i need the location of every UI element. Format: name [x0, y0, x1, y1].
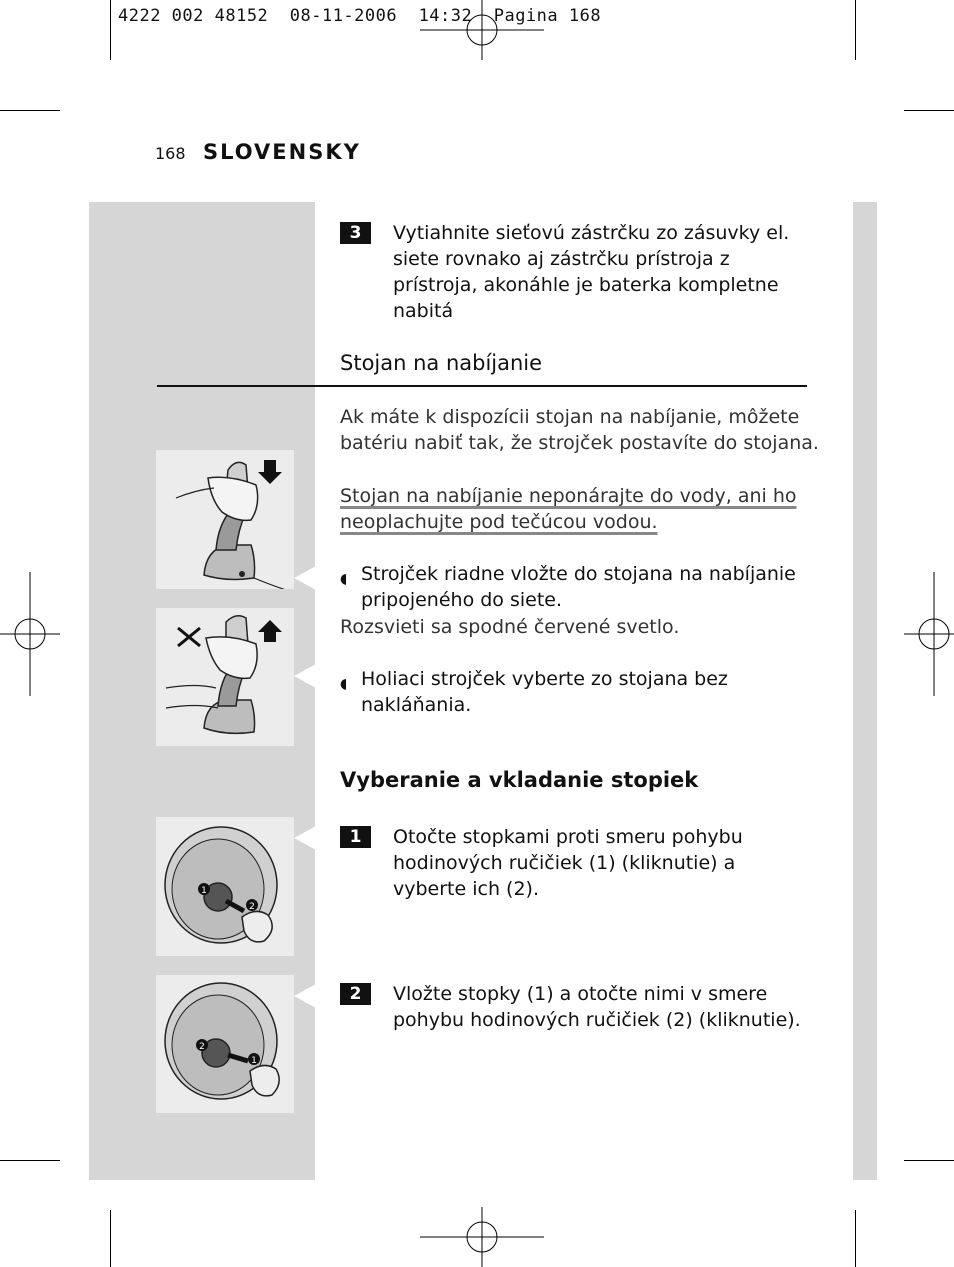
charging-stand-intro: Ak máte k dispozícii stojan na nabíjanie, môžete batériu nabiť tak, že strojček postavíte do stojana.	[340, 406, 819, 454]
bullet-icon: ◖	[340, 571, 348, 587]
callout-2: 2	[199, 1042, 205, 1052]
registration-mark-left	[0, 572, 60, 696]
language-title: SLOVENSKY	[203, 140, 361, 164]
callout-pointer	[294, 566, 316, 590]
registration-mark-top	[420, 0, 544, 60]
section-heading-charging-stand: Stojan na nabíjanie	[340, 351, 543, 375]
illustration-insert-into-stand	[156, 450, 294, 589]
page-number: 168	[155, 144, 186, 163]
step3-text: Vytiahnite sieťovú zástrčku zo zásuvky el. siete rovnako aj zástrčku prístroja z prístroja, akonáhle je baterka kompletne nabitá	[393, 222, 790, 322]
illustration-remove-feet	[156, 817, 294, 956]
bullet1-note: Rozsvieti sa spodné červené svetlo.	[340, 616, 680, 638]
section-heading-feet: Vyberanie a vkladanie stopiek	[340, 768, 699, 792]
charging-stand-warning: Stojan na nabíjanie neponárajte do vody, ani ho neoplachujte pod tečúcou vodou.	[340, 485, 797, 533]
callout-pointer	[294, 664, 316, 688]
print-header: 4222 002 48152 08-11-2006 14:32 Pagina 168	[118, 6, 602, 26]
registration-mark-right	[904, 572, 954, 696]
step-badge-1: 1	[340, 826, 371, 848]
feet-step2-text: Vložte stopky (1) a otočte nimi v smere pohybu hodinových ručičiek (2) (kliknutie).	[393, 983, 801, 1031]
bullet2-text: Holiaci strojček vyberte zo stojana bez nakláňania.	[361, 668, 728, 716]
bullet1-text: Strojček riadne vložte do stojana na nabíjanie pripojeného do siete.	[361, 563, 796, 611]
step-badge-2: 2	[340, 983, 371, 1005]
section-rule	[157, 385, 807, 387]
callout-2: 2	[249, 902, 255, 912]
illustration-insert-feet	[156, 975, 294, 1113]
right-grey-band	[853, 202, 877, 1180]
bullet-icon: ◖	[340, 676, 348, 692]
feet-step1-text: Otočte stopkami proti smeru pohybu hodinových ručičiek (1) (kliknutie) a vyberte ich (2).	[393, 826, 743, 900]
callout-pointer	[294, 826, 316, 850]
step-badge-3: 3	[340, 222, 371, 244]
stand-base-remove-feet-icon	[156, 817, 294, 956]
shaver-stand-insert-icon	[156, 450, 294, 589]
callout-pointer	[294, 984, 316, 1008]
registration-mark-bottom	[420, 1207, 544, 1267]
illustration-remove-from-stand	[156, 608, 294, 746]
stand-base-insert-feet-icon	[156, 975, 294, 1113]
callout-1: 1	[251, 1056, 257, 1066]
shaver-stand-remove-icon	[156, 608, 294, 746]
callout-1: 1	[201, 886, 207, 896]
